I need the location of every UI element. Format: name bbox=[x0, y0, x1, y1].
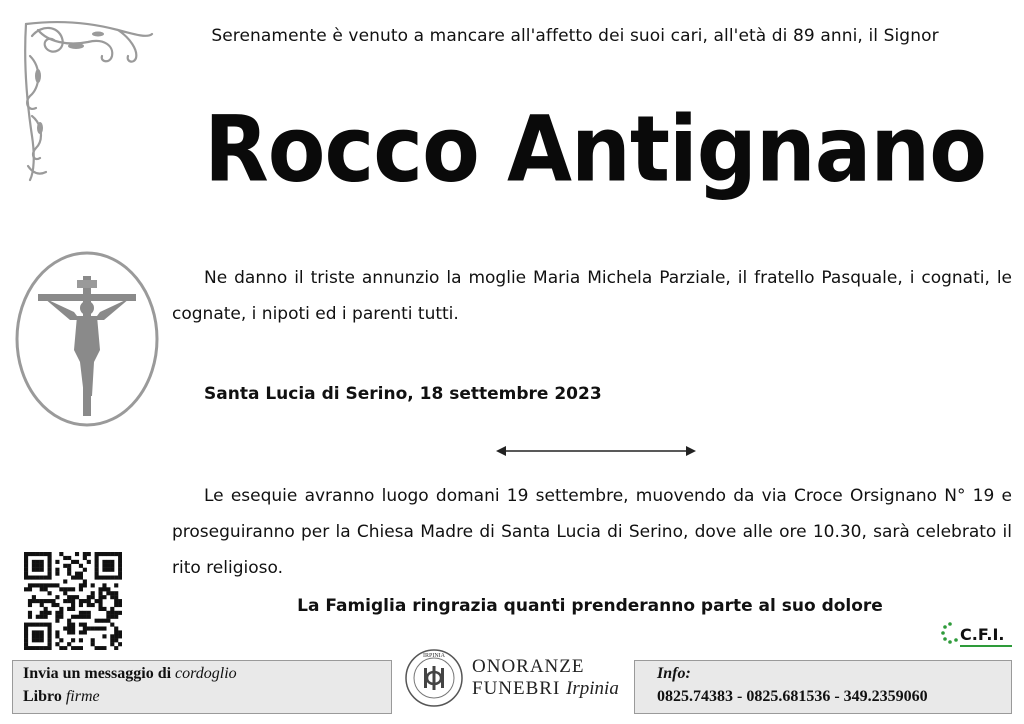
condolence-link[interactable] bbox=[23, 665, 237, 683]
info-box bbox=[634, 660, 1012, 714]
double-arrow-divider-icon bbox=[494, 444, 698, 458]
guestbook-label: Libro bbox=[23, 688, 62, 705]
funeral-home-seal-icon bbox=[404, 648, 464, 708]
crucifix-icon bbox=[14, 250, 160, 428]
thanks-text: La Famiglia ringrazia quanti prenderanno parte al suo dolore bbox=[297, 596, 883, 616]
condolence-label-italic: cordoglio bbox=[175, 665, 237, 682]
condolence-box[interactable] bbox=[12, 660, 392, 714]
brand-line-1: ONORANZE bbox=[472, 656, 585, 677]
phone-numbers[interactable]: 0825.74383 - 0825.681536 - 349.2359060 bbox=[657, 688, 928, 705]
deceased-name: Rocco Antignano bbox=[204, 96, 986, 202]
cfi-logo-icon bbox=[940, 618, 1016, 652]
announcement-paragraph: Ne danno il triste annunzio la moglie Maria Michela Parziale, il fratello Pasquale, i cognati, le cognate, i nipoti ed i parenti tutti. bbox=[172, 268, 1012, 324]
intro-text: Serenamente è venuto a mancare all'affetto dei suoi cari, all'età di 89 anni, il Signor bbox=[211, 26, 939, 46]
brand-line-2-italic: Irpinia bbox=[566, 678, 619, 699]
seal-text: IRPINIA bbox=[423, 653, 445, 659]
funeral-details-paragraph: Le esequie avranno luogo domani 19 settembre, muovendo da via Croce Orsignano N° 19 e proseguiranno per la Chiesa Madre di Santa Lucia di Serino, dove alle ore 10.30, sarà celebrato il rito religioso. bbox=[172, 486, 1012, 578]
brand-line-2-prefix: FUNEBRI bbox=[472, 678, 561, 699]
cfi-logo-text: C.F.I. bbox=[960, 625, 1005, 644]
guestbook-label-italic: firme bbox=[65, 688, 100, 705]
funeral-home-name bbox=[472, 656, 619, 700]
brand-line-2 bbox=[472, 678, 619, 700]
info-label: Info: bbox=[657, 665, 691, 682]
place-date: Santa Lucia di Serino, 18 settembre 2023 bbox=[204, 384, 602, 404]
corner-ornament-icon bbox=[18, 16, 158, 186]
qr-code-icon[interactable] bbox=[24, 552, 122, 650]
guestbook-link[interactable] bbox=[23, 688, 100, 706]
condolence-label: Invia un messaggio di bbox=[23, 665, 172, 682]
